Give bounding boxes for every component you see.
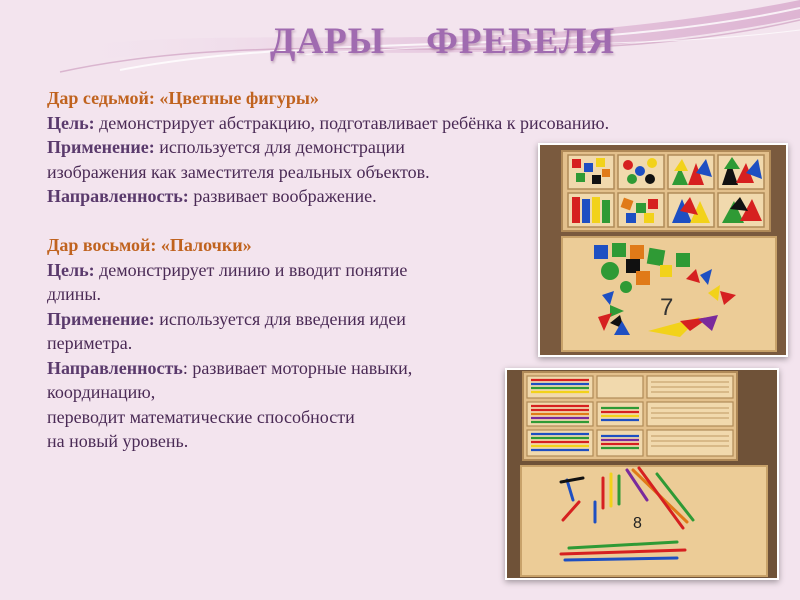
gift7-use-label: Применение:: [47, 137, 155, 157]
gift8-dir-cont-2: переводит математические способности: [47, 406, 355, 427]
gift8-dir-text: : развивает моторные навыки,: [182, 357, 413, 378]
gift8-dir-label: Направленность: [47, 357, 183, 378]
gift8-goal-text: демонстрирует линию и вводит понятие: [94, 259, 408, 280]
gift7-dir-text: развивает воображение.: [188, 186, 377, 206]
gift7-dir-label: Направленность:: [47, 186, 189, 206]
gift8-dir-cont-1: координацию,: [47, 382, 156, 402]
gift8-use-cont: периметра.: [47, 333, 133, 353]
gift7-heading: Дар седьмой: «Цветные фигуры»: [47, 88, 319, 108]
gift7-goal: [47, 111, 697, 136]
slide-title: ДАРЫ ФРЕБЕЛЯ: [270, 21, 616, 62]
gift7-use-text: используется для демонстрации: [154, 137, 405, 157]
gift8-use-label: Применение:: [47, 308, 155, 329]
shapes-lid-number: 7: [660, 294, 674, 321]
gift8-use-text: используется для введения идеи: [154, 308, 406, 329]
sticks-lid-number: 8: [633, 515, 642, 532]
gift7-use-cont: изображения как заместителя реальных объектов.: [47, 161, 430, 182]
photo-colored-shapes: [538, 143, 788, 357]
gift8-dir-cont-3: на новый уровень.: [47, 431, 189, 451]
gift8-heading: Дар восьмой: «Палочки»: [47, 235, 252, 255]
gift8-goal-label: Цель:: [47, 259, 95, 280]
gift8-goal-cont: длины.: [47, 284, 101, 304]
photo-sticks: [505, 368, 779, 580]
gift7-goal-label: Цель:: [47, 112, 95, 133]
gift7-goal-text: демонстрирует абстракцию, подготавливает ребёнка к рисованию.: [94, 112, 610, 133]
